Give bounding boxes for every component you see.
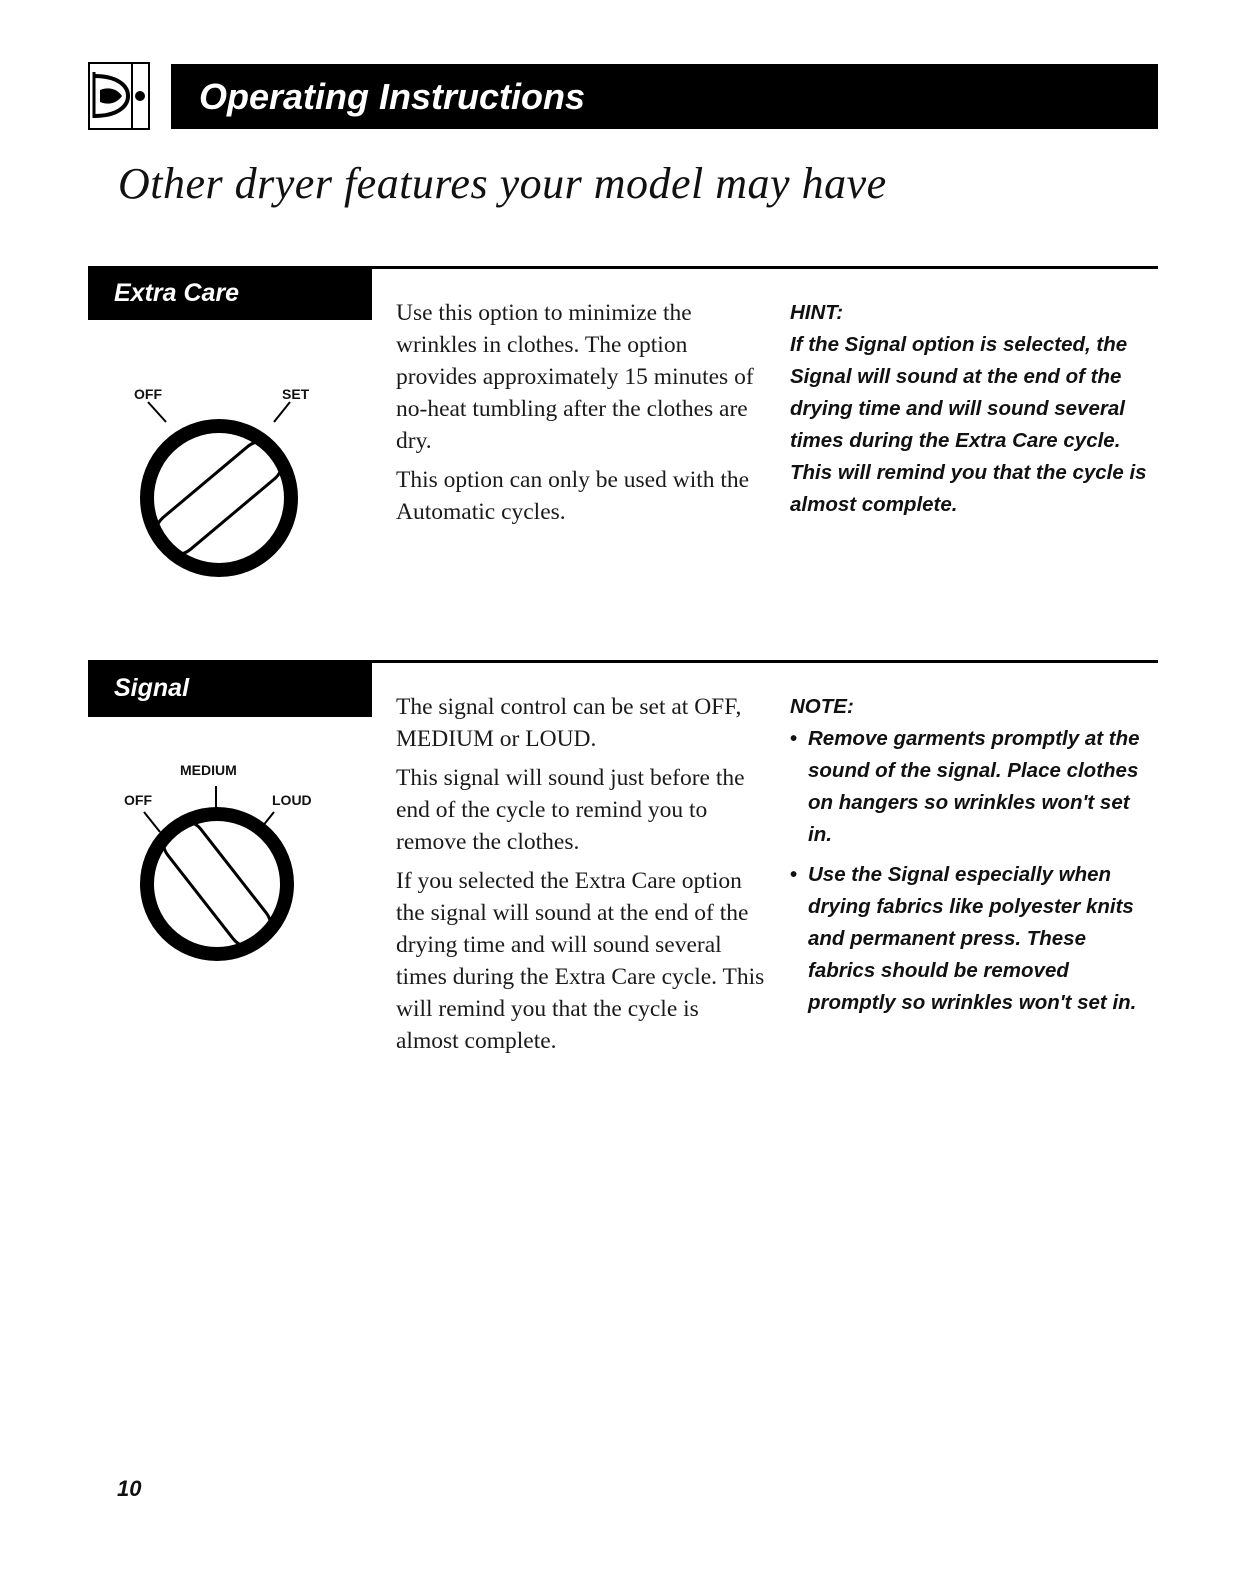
dial-label-loud: LOUD <box>272 792 312 808</box>
section-label-signal <box>88 660 372 717</box>
header-title-bar <box>171 64 1158 129</box>
signal-dial <box>108 760 328 970</box>
dial-label-medium: MEDIUM <box>180 762 237 778</box>
extra-care-dial <box>108 380 328 580</box>
signal-paragraph: The signal control can be set at OFF, MEDIUM or LOUD. <box>396 694 742 752</box>
dial-label-set: SET <box>282 386 310 402</box>
page-number: 10 <box>117 1476 142 1501</box>
hint-text: If the Signal option is selected, the Signal will sound at the end of the drying time and will sound several times during the Extra Care cycle. This will remind you that the cycle is almost complete. <box>790 333 1147 516</box>
header-title: Operating Instructions <box>199 76 586 117</box>
extra-care-paragraph: Use this option to minimize the wrinkles in clothes. The option provides approximately 15 minutes of no-heat tumbling after the clothes are dry. <box>396 300 754 454</box>
section-label-extra-care <box>88 266 372 320</box>
section-label-text: Extra Care <box>114 279 240 307</box>
dial-label-off: OFF <box>124 792 152 808</box>
dial-label-off: OFF <box>134 386 162 402</box>
hint-heading: HINT: <box>790 301 844 324</box>
page-title: Other dryer features your model may have <box>118 159 887 208</box>
dryer-section-tab-icon <box>88 62 150 130</box>
section-divider <box>371 660 1158 663</box>
signal-paragraph: If you selected the Extra Care option the signal will sound at the end of the drying time and will sound several times during the Extra Care cycle. This will remind you that the cycle is almost complete. <box>396 868 765 1054</box>
section-label-text: Signal <box>114 674 190 702</box>
signal-paragraph: This signal will sound just before the end of the cycle to remind you to remove the clothes. <box>396 765 745 855</box>
note-list <box>790 723 1156 1019</box>
extra-care-paragraph: This option can only be used with the Automatic cycles. <box>396 467 750 525</box>
section-divider <box>371 266 1158 269</box>
note-item: • Use the Signal especially when drying fabrics like polyester knits and permanent press. These fabrics should be removed promptly so wrinkles won't set in. <box>790 859 1156 1019</box>
note-item: • Remove garments promptly at the sound of the signal. Place clothes on hangers so wrinkles won't set in. <box>790 723 1156 851</box>
extra-care-description <box>396 297 758 535</box>
dial-knob-icon <box>108 380 328 580</box>
signal-description <box>396 691 766 1064</box>
extra-care-hint <box>790 297 1150 521</box>
note-heading: NOTE: <box>790 695 854 718</box>
signal-note <box>790 691 1156 1027</box>
dial-knob-icon <box>108 760 328 970</box>
